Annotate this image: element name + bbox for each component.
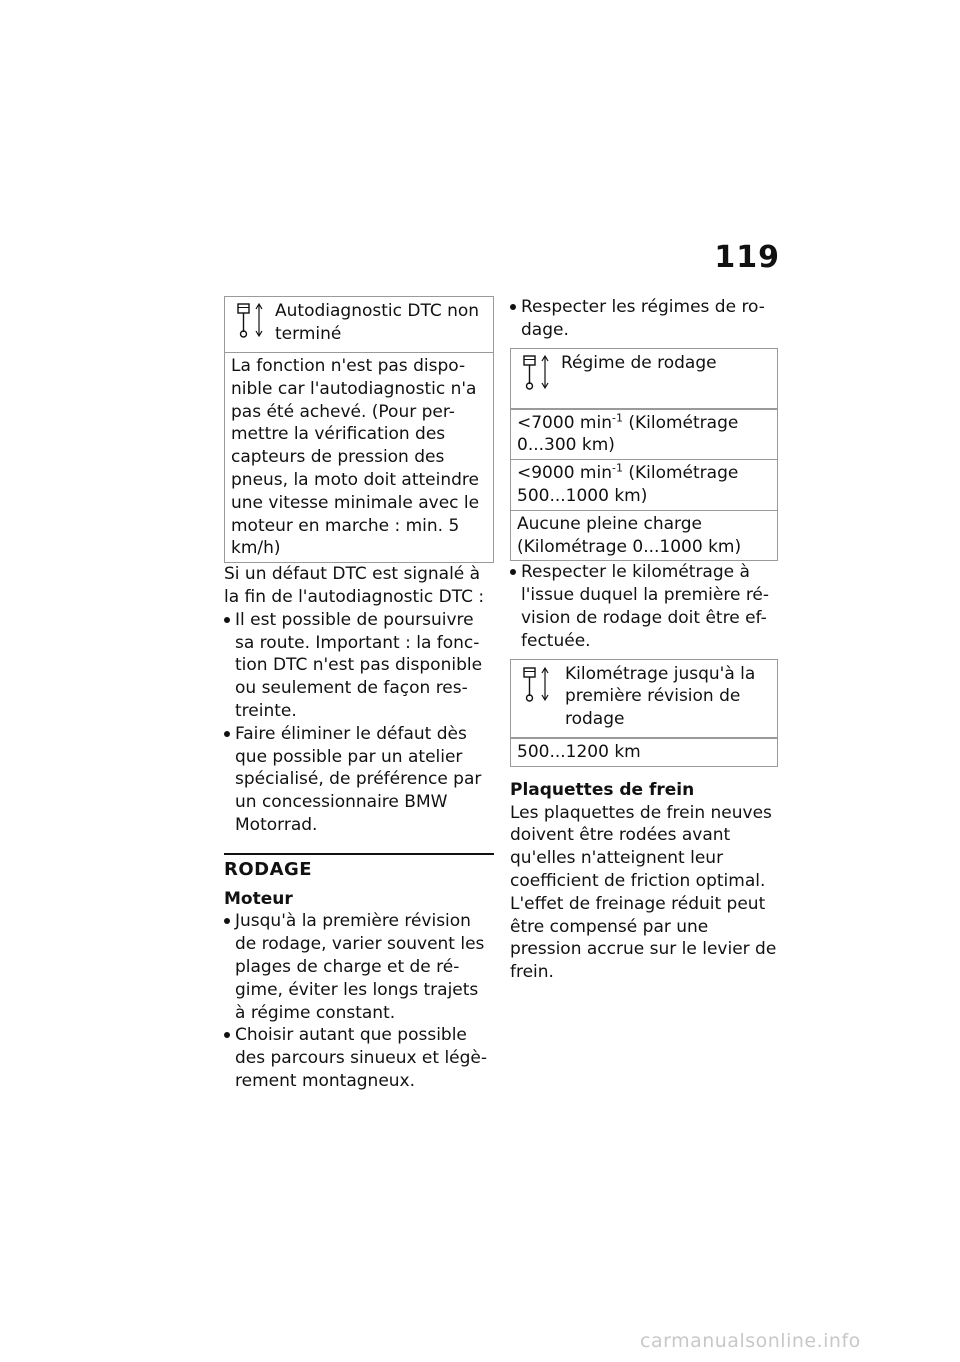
regime-row-2-limit: <9000 min (517, 463, 612, 484)
mileage-box-value: 500...1200 km (511, 738, 777, 766)
mileage-box-header (511, 660, 777, 738)
page-number: 119 (714, 240, 780, 275)
regime-row-1 (511, 409, 777, 460)
engine-piston-icon (521, 665, 551, 712)
dtc-box-title: Autodiagnostic DTC non terminé (275, 301, 480, 344)
fault-bullet-list (224, 609, 494, 837)
regime-row-1-limit: <7000 min (517, 412, 612, 433)
dtc-info-box (224, 296, 494, 563)
fault-intro: Si un défaut DTC est signalé à la fin de l'autodiagnostic DTC : (224, 564, 485, 607)
list-item: Choisir autant que possible des parcours sinueux et légè-rement montagneux. (224, 1024, 494, 1092)
regime-bullet-list (510, 296, 778, 342)
section-title-rodage: RODAGE (224, 853, 494, 882)
engine-bullet-list (224, 910, 494, 1092)
dtc-box-body: La fonction n'est pas dispo-nible car l'autodiagnostic n'a pas été achevé. (Pour per-mettre la vérification des capteurs de pression des pneus, la moto doit atteindre une vitesse minimale avec le moteur en marche : min. 5 km/h) (231, 356, 480, 559)
list-item: Faire éliminer le défaut dès que possible par un atelier spécialisé, de préférence par un concessionnaire BMW Motorrad. (224, 723, 494, 837)
regime-box-header (511, 349, 777, 409)
dtc-box-header (225, 297, 493, 353)
regime-row-2-range: (Kilométrage 500...1000 km) (517, 463, 739, 506)
list-item: Respecter les régimes de ro-dage. (510, 296, 778, 342)
engine-piston-icon (235, 301, 265, 348)
watermark: carmanualsonline.info (640, 1330, 861, 1352)
engine-piston-icon (521, 353, 551, 400)
mileage-box (510, 659, 778, 767)
list-item: Respecter le kilométrage à l'issue duquel la première ré-vision de rodage doit être ef-fectuée. (510, 561, 778, 652)
mileage-box-title: Kilométrage jusqu'à la première révision de rodage (565, 663, 756, 730)
list-item: Il est possible de poursuivre sa route. Important : la fonc-tion DTC n'est pas disponible ou seulement de façon res-treinte. (224, 609, 494, 723)
subsection-title-moteur: Moteur (224, 888, 293, 909)
regime-row-2 (511, 459, 777, 510)
list-item: Jusqu'à la première révision de rodage, varier souvent les plages de charge et de ré-gime, éviter les longs trajets à régime constant. (224, 910, 494, 1024)
brake-pads-title: Plaquettes de frein (510, 779, 695, 800)
regime-row-1-range: (Kilométrage 0...300 km) (517, 412, 739, 456)
regime-row-2-unit-exponent: -1 (611, 461, 623, 475)
left-column (224, 296, 494, 1093)
mileage-bullet-list (510, 561, 778, 652)
regime-box (510, 348, 778, 562)
right-column (510, 296, 778, 984)
regime-row-1-unit-exponent: -1 (611, 410, 623, 424)
regime-box-title: Régime de rodage (561, 352, 717, 373)
brake-pads-text: Les plaquettes de frein neuves doivent être rodées avant qu'elles n'atteignent leur coefficient de friction optimal. L'effet de freinage réduit peut être compensé par une pression accrue sur le levier de frein. (510, 802, 777, 983)
regime-row-3: Aucune pleine charge (Kilométrage 0...1000 km) (511, 510, 777, 561)
